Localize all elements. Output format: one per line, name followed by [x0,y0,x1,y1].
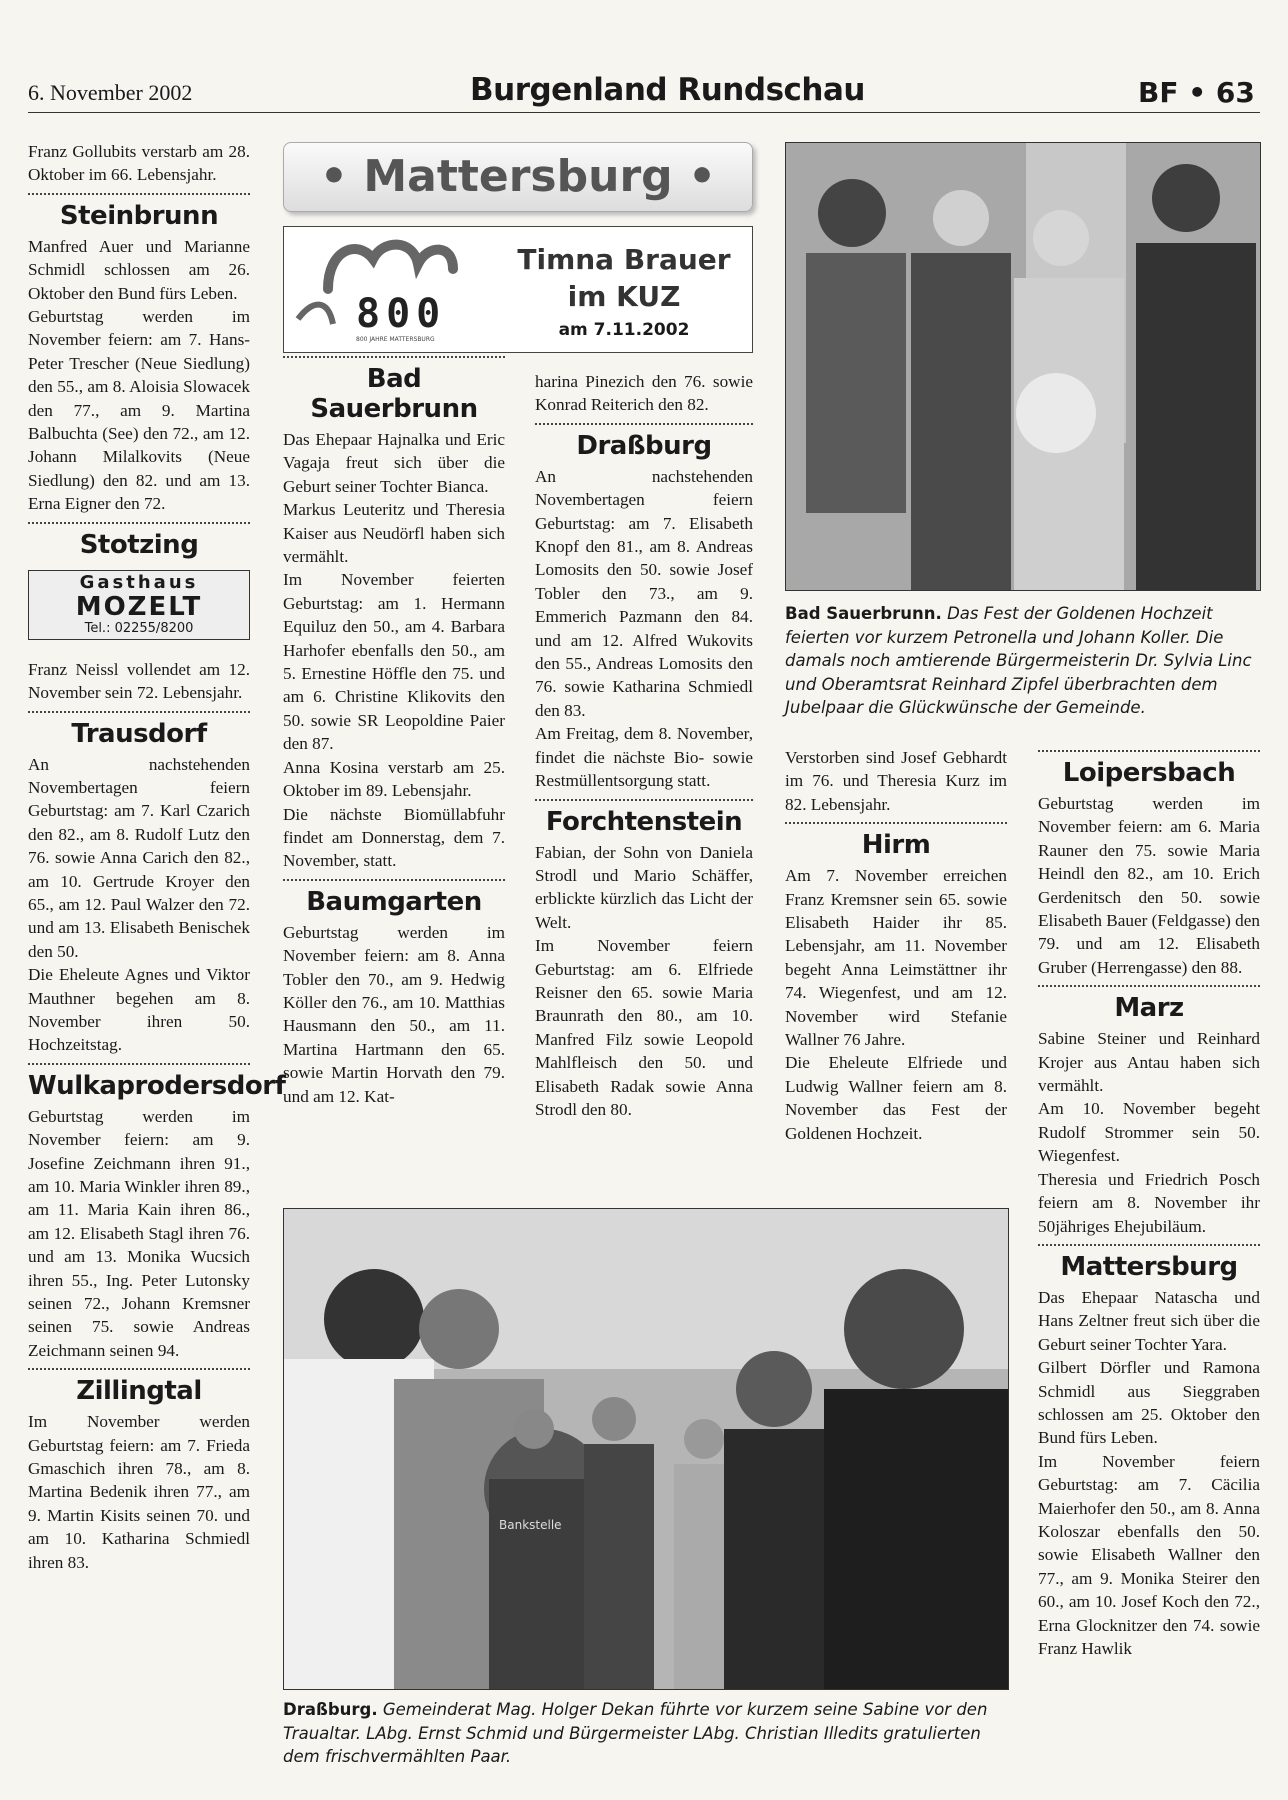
caption-text: Gemeinderat Mag. Holger Dekan führte vor kurzem seine Sabine vor den Traualtar. LAbg. Ernst Schmid und Bürgermeister LAbg. Christian Illedits gratulierten dem frischvermählten Paar. [283,1700,988,1766]
trausdorf-p2: Die Eheleute Agnes und Viktor Mauthner begehen am 8. November ihren 50. Hochzeitstag. [28,965,250,1055]
bad-sauerbrunn-p3: Im November feierten Geburtstag: am 1. Hermann Equiluz den 50., am 4. Barbara Harhofer ebenfalls den 50., am 5. Ernestine Höffle den 75. und am 6. Christine Klikovits den 50. sowie SR Leopoldine Paier den 87. [283,570,505,754]
divider [1038,750,1260,752]
steinbrunn-p1: Manfred Auer und Marianne Schmidl schlossen am 26. Oktober den Bund fürs Leben. [28,236,250,303]
logo-number: 800 [356,291,447,337]
mattersburg-p3: Im November feiern Geburtstag: am 7. Cäcilia Maierhofer den 50., am 8. Anna Koloszar ebenfalls den 50. sowie Elisabeth Wallner den 77., am 9. Monika Steirer den 60., am 10. Josef Koch den 72., Erna Glocknitzer den 74. sowie Franz Hawlik [1038,1451,1260,1658]
timna-brauer-kuz-box [283,226,753,353]
golden-wedding-caption [785,602,1261,720]
column-5 [1038,746,1260,1660]
mattersburg-banner: • Mattersburg • [283,142,753,212]
caption-place: Draßburg. [283,1700,378,1719]
drassburg-p1: An nachstehenden Novembertagen feiern Geburtstag: am 7. Elisabeth Knopf den 81., am 8. Andreas Lomosits den 50. sowie Josef Tobler den 73., am 9. Emmerich Pazmann den 84. und am 12. Alfred Wukovits den 55., Andreas Lomosits den 76. sowie Katharina Schmiedl den 83. [535,466,753,720]
baumgarten-p1: Geburtstag werden im November feiern: am 8. Anna Tobler den 70., am 9. Hedwig Köller den 76., am 10. Matthias Hausmann den 50., am 11. Martina Hartmann den 65. sowie Martin Horvath den 79. und am 12. Kat- [283,922,505,1106]
section-title-zillingtal: Zillingtal [76,1376,202,1407]
divider [28,522,250,524]
wulkaprodersdorf-p1: Geburtstag werden im November feiern: am 9. Josefine Zeichmann ihren 91., am 10. Maria Winkler ihren 89., am 11. Maria Kain ihren 86., am 12. Elisabeth Stagl ihren 76. und am 13. Monika Wucsich ihren 55., Ing. Peter Lutonsky seinen 72., Johann Kremsner seinen 75. sowie Andreas Zeichmann seinen 94. [28,1106,250,1360]
ad-line-mozelt: MOZELT [75,591,203,622]
800-jahre-logo [288,229,488,347]
section-title-wulkaprodersdorf: Wulkaprodersdorf [28,1070,286,1101]
golden-wedding-photo-figures [786,143,1260,590]
section-title-mattersburg: Mattersburg [1060,1251,1238,1282]
section-title-hirm: Hirm [861,830,931,861]
divider [28,1368,250,1370]
bad-sauerbrunn-p2: Markus Leuteritz und Theresia Kaiser aus Neudörfl haben sich vermählt. [283,500,505,567]
jersey-text: Bankstelle [499,1518,562,1532]
divider [1038,985,1260,987]
hirm-p2: Die Eheleute Elfriede und Ludwig Wallner feiern am 8. November das Fest der Goldenen Hochzeit. [785,1053,1007,1143]
golden-wedding-photo [785,142,1261,591]
divider [535,799,753,801]
section-title-marz: Marz [1114,993,1184,1024]
header-page-ref: BF • 63 [1138,76,1255,109]
divider [28,1063,250,1065]
zillingtal-p1: Im November werden Geburtstag feiern: am 7. Frieda Gmaschich ihren 78., am 8. Martina Bedenik ihren 77., am 9. Martin Kisits seinen 70. und am 10. Katharina Schmiedl ihren 83. [28,1412,250,1572]
trausdorf-p1: An nachstehenden Novembertagen feiern Geburtstag: am 7. Karl Czarich den 82., am 8. Rudolf Lutz den 76. sowie Anna Carich den 82., am 10. Gertrude Kroyer den 65., am 12. Paul Walzer den 72. und am 13. Elisabeth Benischek den 50. [28,754,250,961]
forchtenstein-p1: Fabian, der Sohn von Daniela Strodl und Mario Schäffer, erblickte kürzlich das Licht der Welt. [535,842,753,932]
wedding-caption [283,1698,1009,1769]
gasthaus-mozelt-ad [28,570,250,640]
section-title-bad-sauerbrunn: Bad Sauerbrunn [310,364,478,424]
column-4 [785,746,1007,1145]
divider [28,193,250,195]
marz-p3: Theresia und Friedrich Posch feiern am 8. November ihr 50jähriges Ehejubiläum. [1038,1169,1260,1236]
divider [1038,1244,1260,1246]
section-title-loipersbach: Loipersbach [1062,758,1236,788]
stotzing-p1: Franz Neissl vollendet am 12. November sein 72. Lebensjahr. [28,659,250,703]
drassburg-p2: Am Freitag, dem 8. November, findet die nächste Bio- sowie Restmüllentsorgung statt. [535,724,753,791]
column-1 [28,140,286,1574]
column-3 [535,370,753,1121]
wedding-photo [283,1208,1009,1690]
ad-line-phone: Tel.: 02255/8200 [84,620,194,636]
header-newspaper-title: Burgenland Rundschau [470,72,865,108]
marz-p2: Am 10. November begeht Rudolf Strommer sein 50. Wiegenfest. [1038,1099,1260,1166]
gollubits-note: Franz Gollubits verstarb am 28. Oktober im 66. Lebensjahr. [28,142,250,185]
kuz-date: am 7.11.2002 [558,320,690,340]
divider [283,879,505,881]
caption-text: Das Fest der Goldenen Hochzeit feierten vor kurzem Petronella und Johann Koller. Die damals noch amtierende Bürgermeisterin Dr. Sylvia Linc und Oberamtsrat Reinhard Zipfel überbrachten dem Jubelpaar die Glückwünsche der Gemeinde. [785,604,1252,717]
caption-place: Bad Sauerbrunn. [785,604,942,623]
marz-p1: Sabine Steiner und Reinhard Krojer aus Antau haben sich vermählt. [1038,1029,1260,1096]
divider [535,423,753,425]
header-rule [28,112,1260,113]
section-title-baumgarten: Baumgarten [306,886,482,917]
mattersburg-p1: Das Ehepaar Natascha und Hans Zeltner freut sich über die Geburt seiner Tochter Yara. [1038,1287,1260,1354]
divider [785,822,1007,824]
bad-sauerbrunn-p5: Die nächste Biomüllabfuhr findet am Donnerstag, dem 7. November, statt. [283,804,505,871]
hirm-p1: Am 7. November erreichen Franz Kremsner sein 65. sowie Elisabeth Haider ihr 85. Lebensjahr, am 11. November begeht Anna Leimstättner ihr 74. Wiegenfest, und am 12. November wird Stefanie Wallner 76 Jahre. [785,866,1007,1050]
section-title-forchtenstein: Forchtenstein [545,806,743,837]
column-2 [283,356,505,1108]
divider [28,711,250,713]
section-title-steinbrunn: Steinbrunn [59,200,219,231]
baumgarten-continued: harina Pinezich den 76. sowie Konrad Reiterich den 82. [535,372,753,415]
section-title-trausdorf: Trausdorf [71,718,207,749]
kuz-title: Timna Brauer im KUZ [517,243,731,313]
steinbrunn-p2: Geburtstag werden im November feiern: am 7. Hans-Peter Trescher (Neue Siedlung) den 55., am 8. Aloisia Slowacek den 77., am 9. Martina Balbuchta (See) den 72., am 12. Johann Milalkovits (Neue Siedlung) den 82. und am 13. Erna Eigner den 72. [28,307,250,514]
bad-sauerbrunn-p4: Anna Kosina verstarb am 25. Oktober im 89. Lebensjahr. [283,757,505,801]
bad-sauerbrunn-p1: Das Ehepaar Hajnalka und Eric Vagaja freut sich über die Geburt seiner Tochter Bianca. [283,430,505,496]
divider [283,356,505,358]
ad-line-gasthaus: Gasthaus [79,571,199,593]
loipersbach-p1: Geburtstag werden im November feiern: am 6. Maria Rauner den 75. sowie Maria Heindl den 82., am 10. Erich Gerdenitsch den 50. sowie Elisabeth Bauer (Feldgasse) den 79. und am 12. Elisabeth Gruber (Herrengasse) den 88. [1038,794,1260,977]
section-title-stotzing: Stotzing [79,529,199,560]
verstorben-note: Verstorben sind Josef Gebhardt im 76. und Theresia Kurz im 82. Lebensjahr. [785,748,1007,814]
logo-small-text: 800 JAHRE MATTERSBURG [356,336,435,343]
section-title-drassburg: Draßburg [576,430,712,461]
header-date: 6. November 2002 [28,80,193,105]
forchtenstein-p2: Im November feiern Geburtstag: am 6. Elfriede Reisner den 65. sowie Maria Braunrath den 80., am 10. Manfred Filz sowie Leopold Mahlfleisch den 50. und Elisabeth Radak sowie Anna Strodl den 80. [535,936,753,1119]
wedding-photo-figures [284,1209,1008,1689]
mattersburg-p2: Gilbert Dörfler und Ramona Schmidl aus Sieggraben schlossen am 25. Oktober den Bund fürs Leben. [1038,1358,1260,1448]
